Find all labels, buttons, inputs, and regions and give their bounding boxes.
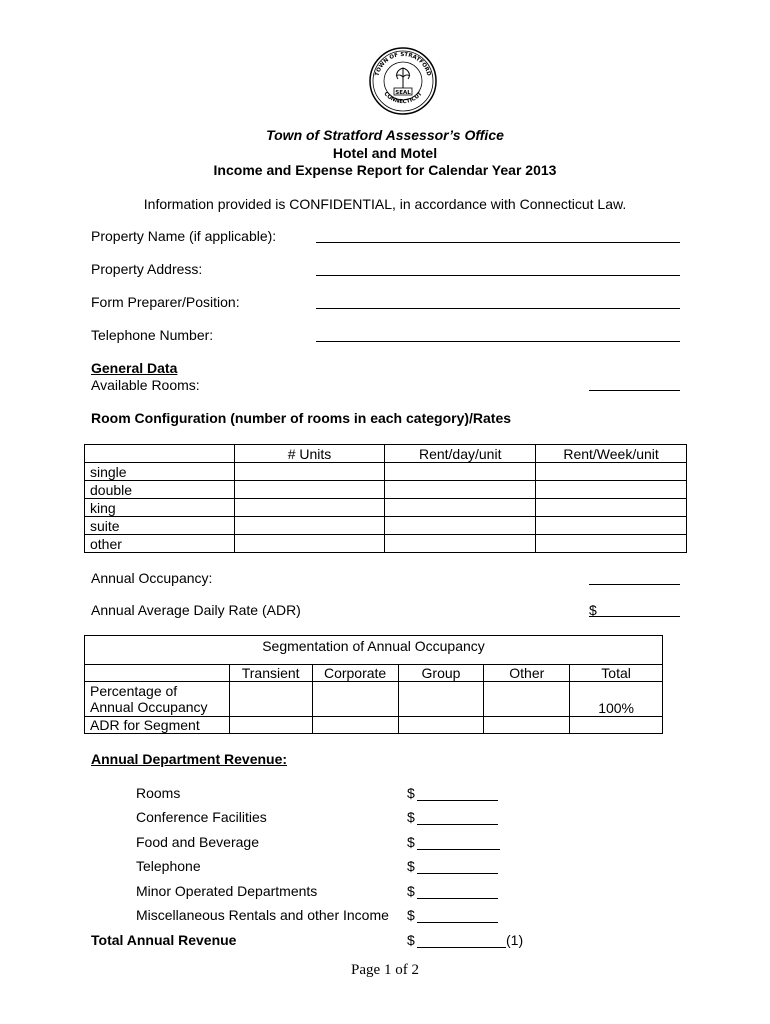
dollar-sign: $ xyxy=(407,883,415,899)
table-row xyxy=(85,517,687,535)
rent-day-cell[interactable] xyxy=(385,481,536,499)
adr-label: Annual Average Daily Rate (ADR) xyxy=(91,602,301,618)
rent-day-cell[interactable] xyxy=(385,499,536,517)
confidential-notice: Information provided is CONFIDENTIAL, in accordance with Connecticut Law. xyxy=(143,196,627,212)
revenue-field-misc[interactable] xyxy=(417,922,498,923)
dollar-sign: $ xyxy=(407,932,415,948)
units-cell[interactable] xyxy=(234,535,385,553)
telephone-field[interactable] xyxy=(316,341,680,342)
table-header-cell xyxy=(85,665,230,682)
table-header-cell: Other xyxy=(484,665,570,682)
svg-text:CONNECTICUT: CONNECTICUT xyxy=(382,91,424,106)
corporate-cell[interactable] xyxy=(312,682,398,717)
table-row xyxy=(85,463,687,481)
adr-field[interactable] xyxy=(589,616,680,617)
table-header-cell: Rent/day/unit xyxy=(385,445,536,463)
svg-text:SEAL: SEAL xyxy=(395,90,411,96)
row-label: other xyxy=(85,535,235,553)
form-preparer-label: Form Preparer/Position: xyxy=(91,294,240,310)
dollar-sign: $ xyxy=(407,858,415,874)
total-revenue-field[interactable] xyxy=(417,947,506,948)
rent-week-cell[interactable] xyxy=(536,481,687,499)
annual-occupancy-label: Annual Occupancy: xyxy=(91,570,213,586)
table-row xyxy=(85,445,687,463)
revenue-field-rooms[interactable] xyxy=(417,800,498,801)
row-label: double xyxy=(85,481,235,499)
table-header-cell: Total xyxy=(570,665,663,682)
room-config-table xyxy=(84,444,687,553)
rent-day-cell[interactable] xyxy=(385,535,536,553)
table-header-cell: Corporate xyxy=(312,665,398,682)
table-row xyxy=(85,636,663,665)
revenue-label-telephone: Telephone xyxy=(136,858,201,874)
property-name-field[interactable] xyxy=(316,242,680,243)
rent-day-cell[interactable] xyxy=(385,517,536,535)
available-rooms-field[interactable] xyxy=(589,390,680,391)
table-header-cell: Transient xyxy=(229,665,312,682)
available-rooms-label: Available Rooms: xyxy=(91,377,200,393)
rent-week-cell[interactable] xyxy=(536,535,687,553)
total-revenue-label: Total Annual Revenue xyxy=(91,932,237,948)
dollar-sign: $ xyxy=(407,834,415,850)
table-header-cell: # Units xyxy=(234,445,385,463)
table-row xyxy=(85,682,663,717)
total-cell: 100% xyxy=(570,682,663,717)
units-cell[interactable] xyxy=(234,481,385,499)
segmentation-title: Segmentation of Annual Occupancy xyxy=(85,636,663,665)
revenue-label-misc: Miscellaneous Rentals and other Income xyxy=(136,907,389,923)
table-row xyxy=(85,717,663,734)
annual-occupancy-field[interactable] xyxy=(589,584,680,585)
units-cell[interactable] xyxy=(234,517,385,535)
property-name-label: Property Name (if applicable): xyxy=(91,228,277,244)
other-cell[interactable] xyxy=(484,682,570,717)
table-row xyxy=(85,481,687,499)
row-label: suite xyxy=(85,517,235,535)
dollar-sign: $ xyxy=(407,809,415,825)
revenue-field-telephone[interactable] xyxy=(417,873,498,874)
table-row xyxy=(85,535,687,553)
rent-week-cell[interactable] xyxy=(536,499,687,517)
office-title: Town of Stratford Assessor’s Office xyxy=(266,127,504,143)
units-cell[interactable] xyxy=(234,499,385,517)
transient-cell[interactable] xyxy=(229,717,312,734)
adr-dollar-sign: $ xyxy=(589,602,597,618)
general-data-heading: General Data xyxy=(91,360,178,376)
dollar-sign: $ xyxy=(407,907,415,923)
rent-week-cell[interactable] xyxy=(536,463,687,481)
property-address-field[interactable] xyxy=(316,275,680,276)
telephone-label: Telephone Number: xyxy=(91,327,214,343)
svg-text:TOWN OF STRATFORD: TOWN OF STRATFORD xyxy=(374,51,432,77)
other-cell[interactable] xyxy=(484,717,570,734)
table-row xyxy=(85,665,663,682)
town-seal-icon xyxy=(368,46,438,116)
revenue-field-food[interactable] xyxy=(417,849,500,850)
revenue-field-conference[interactable] xyxy=(417,824,498,825)
table-header-cell: Rent/Week/unit xyxy=(536,445,687,463)
revenue-label-food: Food and Beverage xyxy=(136,834,259,850)
revenue-label-rooms: Rooms xyxy=(136,785,181,801)
units-cell[interactable] xyxy=(234,463,385,481)
row-label: ADR for Segment xyxy=(85,717,230,734)
report-subtitle: Hotel and Motel xyxy=(332,145,438,161)
revenue-field-minor[interactable] xyxy=(417,898,498,899)
table-row xyxy=(85,499,687,517)
transient-cell[interactable] xyxy=(229,682,312,717)
group-cell[interactable] xyxy=(398,717,484,734)
table-header-cell: Group xyxy=(398,665,484,682)
rent-week-cell[interactable] xyxy=(536,517,687,535)
rent-day-cell[interactable] xyxy=(385,463,536,481)
report-title: Income and Expense Report for Calendar Year 2013 xyxy=(213,162,557,178)
revenue-label-minor: Minor Operated Departments xyxy=(136,883,318,899)
total-revenue-note: (1) xyxy=(506,932,524,948)
row-label: single xyxy=(85,463,235,481)
row-label: Percentage of Annual Occupancy xyxy=(85,682,230,717)
corporate-cell[interactable] xyxy=(312,717,398,734)
row-label: king xyxy=(85,499,235,517)
room-config-heading: Room Configuration (number of rooms in each category)/Rates xyxy=(91,410,512,426)
revenue-heading: Annual Department Revenue: xyxy=(91,751,288,767)
total-cell[interactable] xyxy=(570,717,663,734)
page-number: Page 1 of 2 xyxy=(351,962,419,978)
property-address-label: Property Address: xyxy=(91,261,203,277)
segmentation-table xyxy=(84,635,663,734)
group-cell[interactable] xyxy=(398,682,484,717)
revenue-label-conference: Conference Facilities xyxy=(136,809,267,825)
form-preparer-field[interactable] xyxy=(316,308,680,309)
dollar-sign: $ xyxy=(407,785,415,801)
table-header-cell xyxy=(85,445,235,463)
